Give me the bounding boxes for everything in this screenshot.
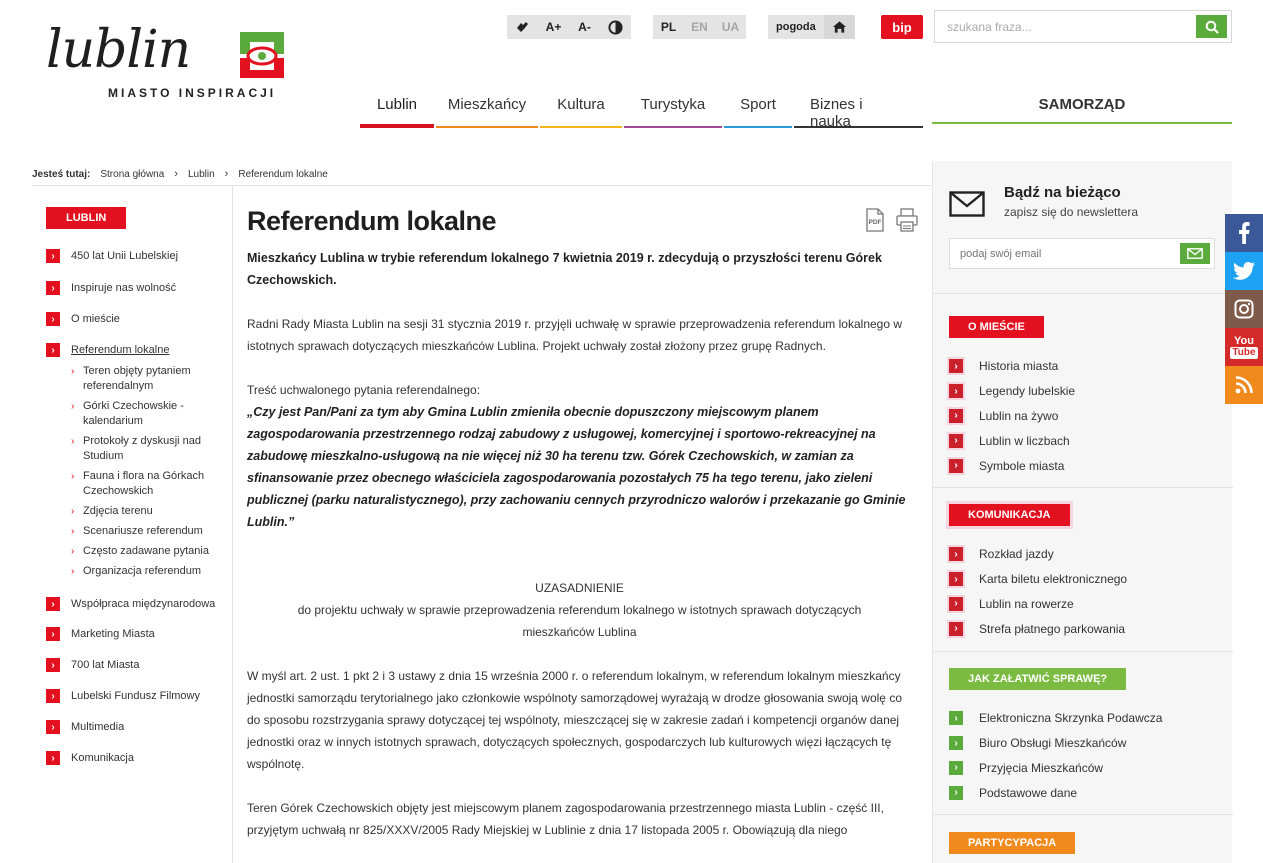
komunikacja-tag: KOMUNIKACJA (949, 504, 1070, 526)
breadcrumb-lublin[interactable]: Lublin (187, 168, 215, 180)
link-przyjecia[interactable]: › Przyjęcia Mieszkańców (949, 756, 1219, 781)
envelope-icon (949, 191, 985, 217)
font-increase-button[interactable]: A+ (545, 20, 562, 34)
lang-pl[interactable]: PL (660, 20, 677, 34)
font-decrease-button[interactable]: A- (578, 20, 591, 34)
link-biuro-obslugi[interactable]: › Biuro Obsługi Mieszkańców (949, 731, 1219, 756)
divider (232, 186, 233, 863)
chevron-right-icon: › (949, 434, 963, 448)
sidebar-item-komunikacja[interactable]: › Komunikacja (46, 751, 226, 766)
sidebar-subnav (71, 364, 226, 579)
chevron-right-icon: › (949, 359, 963, 373)
weather-link[interactable]: pogoda (776, 21, 816, 33)
chevron-right-icon: › (46, 658, 60, 672)
accessibility-tools (507, 15, 631, 39)
sidebar-item-marketing[interactable]: › Marketing Miasta (46, 627, 226, 642)
contrast-icon[interactable] (600, 15, 631, 39)
referendum-question: „Czy jest Pan/Pani za tym aby Gmina Lublin zmieniła obecnie dopuszczony miejscowym planem zagospodarowania przestrzennego rodzaj zabudowy z usługowej, komercyjnej i sportowo-rekreacyjnej na zabudowę mieszkalno-usługową na nie więcej niż 30 ha terenu tzw. Górek Czechowskich, w zamian za sfinansowanie przez obecnego właściciela zagospodarowania pozostałych 75 ha tego terenu, jako zieleni publicznej (parku naturalistycznego), przy zachowaniu cennych przyrodniczo walorów i przekazanie go Gminie Lublin.” (247, 405, 906, 529)
subnav-item-kalendarium[interactable]: › Górki Czechowskie - kalendarium (71, 400, 184, 427)
breadcrumb-label: Jesteś tutaj: (32, 168, 91, 180)
link-karta-biletu[interactable]: › Karta biletu elektronicznego (949, 567, 1219, 592)
chevron-right-icon: › (949, 384, 963, 398)
rss-icon[interactable] (1225, 366, 1263, 404)
bip-link[interactable]: bip (881, 15, 923, 39)
justification-subheading: do projektu uchwały w sprawie przeprowadzenia referendum lokalnego w istotnych sprawach dotyczących mieszkańców Lublina (297, 603, 862, 639)
divider (933, 651, 1233, 652)
chevron-right-icon: › (949, 572, 963, 586)
main-nav (360, 92, 925, 128)
youtube-icon[interactable]: You Tube (1225, 328, 1263, 366)
nav-sport[interactable]: Sport (724, 92, 792, 128)
link-strefa-parkowania[interactable]: › Strefa płatnego parkowania (949, 616, 1219, 641)
sidebar-section-tag: LUBLIN (46, 207, 126, 229)
partycypacja-block (949, 832, 1219, 854)
logo-wordmark: lublin (46, 20, 191, 80)
twitter-icon[interactable] (1225, 252, 1263, 290)
breadcrumb-separator-icon: › (174, 168, 178, 180)
nav-samorzad[interactable]: SAMORZĄD (932, 92, 1232, 124)
chevron-right-icon: › (71, 471, 75, 482)
newsletter-email-input[interactable] (950, 239, 1175, 268)
page-title: Referendum lokalne (247, 206, 497, 236)
chevron-right-icon: › (949, 761, 963, 775)
chevron-right-icon: › (46, 312, 60, 326)
chevron-right-icon: › (71, 401, 75, 412)
logo-emblem-icon (236, 28, 288, 82)
link-eskrzynka[interactable]: › Elektroniczna Skrzynka Podawcza (949, 706, 1219, 731)
chevron-right-icon: › (71, 366, 75, 377)
komunikacja-block (949, 504, 1219, 641)
chevron-right-icon: › (46, 249, 60, 263)
komunikacja-list (949, 542, 1219, 641)
chevron-right-icon: › (46, 720, 60, 734)
sidebar-item-wolnosc[interactable]: › Inspiruje nas wolność (46, 281, 226, 296)
article-lead: Mieszkańcy Lublina w trybie referendum lokalnego 7 kwietnia 2019 r. zdecydują o przyszłości terenu Górek Czechowskich. (247, 251, 882, 287)
quick-links (768, 15, 855, 39)
chevron-right-icon: › (71, 566, 75, 577)
chevron-right-icon: › (949, 547, 963, 561)
subnav-item-organizacja[interactable]: › Organizacja referendum (71, 565, 202, 577)
link-lublin-na-zywo[interactable]: › Lublin na żywo (949, 404, 1219, 429)
nav-lublin[interactable]: Lublin (360, 92, 434, 128)
o-miescie-tag: O MIEŚCIE (949, 316, 1044, 338)
newsletter-form (949, 238, 1215, 269)
article-paragraph: W myśl art. 2 ust. 1 pkt 2 i 3 ustawy z dnia 15 września 2000 r. o referendum lokalnym, w referendum lokalnym mieszkańcy jednostki samorządu terytorialnego jako członkowie wspólnoty samorządowej wyrażają w drodze głosowania swoją wolę co do sposobu rozstrzygania sprawy dotyczącej tej wspólnoty, mieszczącej się w zakresie zadań i kompetencji organów danej jednostki oraz w innych istotnych sprawach, dotyczących społecznych, gospodarczych lub kulturowych więzi łączących tę wspólnotę. (247, 669, 902, 771)
nav-kultura[interactable]: Kultura (540, 92, 622, 128)
pdf-icon[interactable] (865, 208, 885, 232)
link-historia-miasta[interactable]: › Historia miasta (949, 354, 1219, 379)
link-lublin-na-rowerze[interactable]: › Lublin na rowerze (949, 592, 1219, 617)
breadcrumb-current: Referendum lokalne (238, 168, 328, 180)
newsletter-submit-button[interactable] (1180, 243, 1210, 264)
sprawy-tag: JAK ZAŁATWIĆ SPRAWĘ? (949, 668, 1126, 690)
chevron-right-icon: › (949, 786, 963, 800)
article-paragraph: Radni Rady Miasta Lublin na sesji 31 stycznia 2019 r. przyjęli uchwałę w sprawie przeprowadzenia referendum lokalnego w istotnych sprawach dotyczących mieszkańców Lublina. Projekt uchwały został złożony przez grupę Radnych. (247, 317, 903, 353)
subnav-item-protokoly[interactable]: › Protokoły z dyskusji nad Studium (71, 435, 201, 462)
lublin-logo[interactable] (46, 20, 296, 106)
justification-heading: UZASADNIENIE (535, 581, 624, 595)
sidebar-item-referendum[interactable]: › Referendum lokalne (46, 343, 226, 358)
sidebar-item-wspolpraca[interactable]: › Współpraca międzynarodowa (46, 597, 226, 612)
o-miescie-list (949, 354, 1219, 478)
sidebar-nav (46, 249, 226, 766)
chevron-right-icon: › (71, 506, 75, 517)
link-symbole-miasta[interactable]: › Symbole miasta (949, 453, 1219, 478)
subnav-item-teren[interactable]: › Teren objęty pytaniem referendalnym (71, 365, 191, 392)
link-lublin-w-liczbach[interactable]: › Lublin w liczbach (949, 428, 1219, 453)
lang-ua[interactable]: UA (721, 20, 740, 34)
nav-mieszkancy[interactable]: Mieszkańcy (436, 92, 538, 128)
chevron-right-icon: › (949, 409, 963, 423)
article (247, 206, 912, 841)
language-switcher (653, 15, 746, 39)
sign-language-icon[interactable] (507, 15, 538, 39)
chevron-right-icon: › (46, 751, 60, 765)
breadcrumb-home[interactable]: Strona główna (100, 168, 165, 180)
subnav-item-zdjecia[interactable]: › Zdjęcia terenu (71, 505, 153, 517)
chevron-right-icon: › (46, 627, 60, 641)
right-sidebar (932, 161, 1232, 863)
article-paragraph: Teren Górek Czechowskich objęty jest miejscowym planem zagospodarowania przestrzennego miasta Lublin - część III, przyjętym uchwałą nr 825/XXXV/2005 Rady Miejskiej w Lublinie z dnia 17 listopada 2005 r. Obowiązują dla niego (247, 801, 884, 837)
subnav-item-fauna-flora[interactable]: › Fauna i flora na Górkach Czechowskich (71, 470, 205, 497)
sidebar-item-o-miescie[interactable]: › O mieście (46, 312, 226, 327)
article-actions (865, 208, 919, 232)
search-box (934, 10, 1232, 43)
mail-icon (1187, 248, 1203, 259)
home-icon[interactable] (824, 15, 855, 39)
left-sidebar (46, 207, 226, 766)
chevron-right-icon: › (949, 711, 963, 725)
chevron-right-icon: › (46, 281, 60, 295)
sidebar-item-700-lat[interactable]: › 700 lat Miasta (46, 658, 226, 673)
sprawy-block (949, 668, 1219, 805)
social-bar (1225, 214, 1263, 404)
search-input[interactable] (935, 11, 1193, 42)
chevron-right-icon: › (46, 689, 60, 703)
svg-text:PDF: PDF (868, 219, 882, 226)
instagram-icon[interactable] (1225, 290, 1263, 328)
divider (32, 185, 932, 186)
chevron-right-icon: › (71, 526, 75, 537)
search-icon (1205, 20, 1219, 34)
link-podstawowe-dane[interactable]: › Podstawowe dane (949, 780, 1219, 805)
newsletter-title: Bądź na bieżąco (1004, 184, 1121, 201)
breadcrumb (32, 168, 328, 180)
sidebar-item-fundusz-filmowy[interactable]: › Lubelski Fundusz Filmowy (46, 689, 226, 704)
sidebar-item-450-lat[interactable]: › 450 lat Unii Lubelskiej (46, 249, 226, 264)
o-miescie-block (949, 316, 1219, 478)
chevron-right-icon: › (949, 736, 963, 750)
sidebar-item-multimedia[interactable]: › Multimedia (46, 720, 226, 735)
divider (933, 814, 1233, 815)
subnav-item-scenariusze[interactable]: › Scenariusze referendum (71, 525, 203, 537)
search-button[interactable] (1196, 15, 1227, 38)
partycypacja-tag: PARTYCYPACJA (949, 832, 1075, 854)
lang-en[interactable]: EN (691, 20, 708, 34)
logo-subtitle: MIASTO INSPIRACJI (108, 86, 277, 100)
chevron-right-icon: › (46, 597, 60, 611)
link-rozklad-jazdy[interactable]: › Rozkład jazdy (949, 542, 1219, 567)
chevron-right-icon: › (949, 622, 963, 636)
newsletter-subtitle: zapisz się do newslettera (1004, 205, 1139, 219)
link-legendy[interactable]: › Legendy lubelskie (949, 379, 1219, 404)
nav-biznes-nauka[interactable]: Biznes i nauka (794, 92, 923, 128)
facebook-icon[interactable] (1225, 214, 1263, 252)
chevron-right-icon: › (71, 546, 75, 557)
divider (933, 293, 1233, 294)
print-icon[interactable] (895, 208, 919, 232)
nav-turystyka[interactable]: Turystyka (624, 92, 722, 128)
article-paragraph: Treść uchwalonego pytania referendalnego: (247, 383, 481, 397)
chevron-right-icon: › (46, 343, 60, 357)
chevron-right-icon: › (71, 436, 75, 447)
chevron-right-icon: › (949, 459, 963, 473)
divider (933, 487, 1233, 488)
subnav-item-faq[interactable]: › Często zadawane pytania (71, 545, 209, 557)
breadcrumb-separator-icon: › (224, 168, 229, 180)
sprawy-list (949, 706, 1219, 805)
chevron-right-icon: › (949, 597, 963, 611)
